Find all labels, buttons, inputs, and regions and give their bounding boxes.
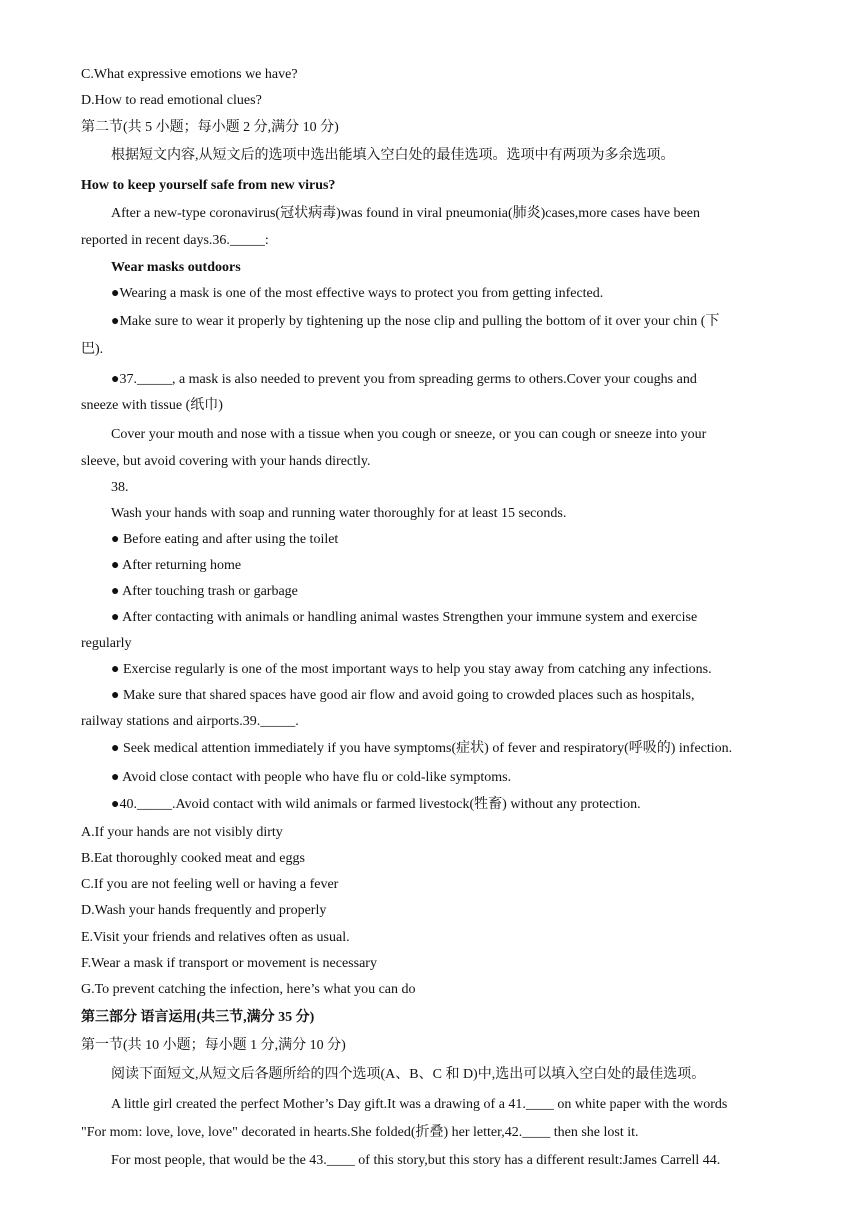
- bullet-line: ●Wearing a mask is one of the most effective ways to protect you from getting infected.: [111, 286, 604, 301]
- paragraph-line: A little girl created the perfect Mother’s Day gift.It was a drawing of a 41.____ on white paper with the words: [111, 1097, 728, 1112]
- instructions: 阅读下面短文,从短文后各题所给的四个选项(A、B、C 和 D)中,选出可以填入空白处的最佳选项。: [111, 1067, 706, 1082]
- option-c: C.If you are not feeling well or having a fever: [81, 877, 339, 892]
- option-d: D.Wash your hands frequently and properly: [81, 903, 327, 918]
- question-number: 38.: [111, 480, 129, 495]
- paragraph-line: For most people, that would be the 43.____ of this story,but this story has a different result:James Carrell 44.: [111, 1153, 721, 1168]
- section-heading: 第二节(共 5 小题；每小题 2 分,满分 10 分): [81, 120, 339, 135]
- section-heading: 第一节(共 10 小题；每小题 1 分,满分 10 分): [81, 1038, 346, 1053]
- bullet-line: ●40._____.Avoid contact with wild animals or farmed livestock(牲畜) without any protection.: [111, 797, 641, 812]
- paragraph-line: reported in recent days.36._____:: [81, 233, 269, 248]
- paragraph-line: Cover your mouth and nose with a tissue when you cough or sneeze, or you can cough or sneeze into your: [111, 427, 707, 442]
- paragraph-line: Wash your hands with soap and running water thoroughly for at least 15 seconds.: [111, 506, 567, 521]
- option-g: G.To prevent catching the infection, here’s what you can do: [81, 982, 416, 997]
- bullet-continuation: railway stations and airports.39._____.: [81, 714, 299, 729]
- paragraph-line: sleeve, but avoid covering with your hands directly.: [81, 454, 371, 469]
- instructions: 根据短文内容,从短文后的选项中选出能填入空白处的最佳选项。选项中有两项为多余选项。: [111, 148, 675, 163]
- option-e: E.Visit your friends and relatives often as usual.: [81, 930, 350, 945]
- option-f: F.Wear a mask if transport or movement is necessary: [81, 956, 377, 971]
- paragraph-line: After a new-type coronavirus(冠状病毒)was found in viral pneumonia(肺炎)cases,more cases have been: [111, 206, 700, 221]
- bullet-line: ● After contacting with animals or handling animal wastes Strengthen your immune system and exercise: [111, 610, 698, 625]
- subheading: Wear masks outdoors: [111, 260, 241, 275]
- part-heading: 第三部分 语言运用(共三节,满分 35 分): [81, 1010, 315, 1025]
- bullet-line: ● Exercise regularly is one of the most important ways to help you stay away from catching any infections.: [111, 662, 712, 677]
- option-c-previous: C.What expressive emotions we have?: [81, 67, 298, 82]
- bullet-line: ●Make sure to wear it properly by tightening up the nose clip and pulling the bottom of it over your chin (下: [111, 314, 720, 329]
- option-d-previous: D.How to read emotional clues?: [81, 93, 262, 108]
- passage-title: How to keep yourself safe from new virus?: [81, 178, 336, 193]
- bullet-line: ● Before eating and after using the toilet: [111, 532, 339, 547]
- bullet-line: ● After returning home: [111, 558, 242, 573]
- bullet-continuation: sneeze with tissue (纸巾): [81, 398, 223, 413]
- bullet-line: ● After touching trash or garbage: [111, 584, 298, 599]
- option-b: B.Eat thoroughly cooked meat and eggs: [81, 851, 305, 866]
- option-a: A.If your hands are not visibly dirty: [81, 825, 283, 840]
- bullet-continuation: 巴).: [81, 342, 104, 357]
- bullet-line: ●37._____, a mask is also needed to prevent you from spreading germs to others.Cover your coughs and: [111, 372, 697, 387]
- bullet-line: ● Avoid close contact with people who have flu or cold-like symptoms.: [111, 770, 512, 785]
- bullet-line: ● Seek medical attention immediately if you have symptoms(症状) of fever and respiratory(呼吸的) infection.: [111, 741, 733, 756]
- paragraph-line: "For mom: love, love, love" decorated in hearts.She folded(折叠) her letter,42.____ then she lost it.: [81, 1125, 639, 1140]
- bullet-line: ● Make sure that shared spaces have good air flow and avoid going to crowded places such as hospitals,: [111, 688, 695, 703]
- bullet-continuation: regularly: [81, 636, 132, 651]
